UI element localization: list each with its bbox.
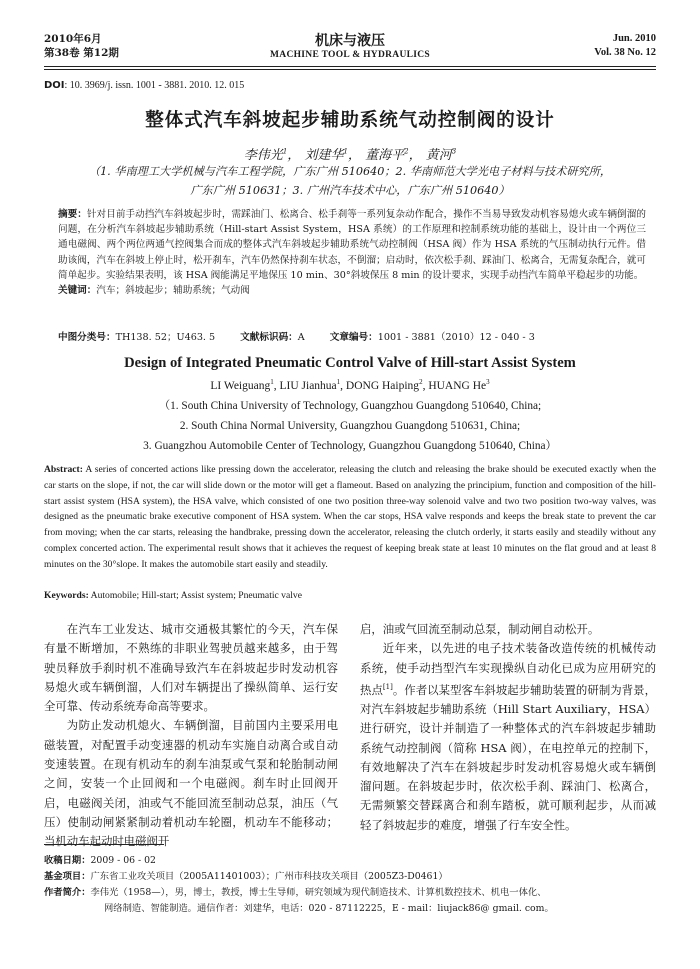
author-cn: 刘建华 bbox=[304, 148, 344, 163]
keywords-cn: 汽车；斜坡起步；辅助系统；气动阀 bbox=[96, 285, 250, 297]
author-en: LIU Jianhua bbox=[279, 379, 337, 392]
footnote-rule bbox=[44, 844, 164, 845]
keywords-en: Automobile; Hill-start; Assist system; Pneumatic valve bbox=[90, 590, 302, 601]
affiliation-line: 3. Guangzhou Automobile Center of Technology, Guangzhou Guangdong 510640, China） bbox=[143, 440, 557, 452]
doi-value: : 10. 3969/j. issn. 1001 - 3881. 2010. 12. 015 bbox=[64, 80, 245, 91]
authors-cn: 李伟光$^1$， 刘建华$^1$， 董海平$^2$， 黄河$^3$ bbox=[243, 147, 457, 163]
abstract-en bbox=[44, 462, 656, 573]
body-paragraph: 近年来，以先进的电子技术装备改造传统的机械传动系统，使手动挡型汽车实现操纵自动化已成为应用研究的热点[1]。作者以某型客车斜坡起步辅助装置的研制为背景，对汽车斜坡起步辅助系统（Hill Start Auxiliary，HSA）进行研究，设计并制造了一种整体式的汽车斜坡起步辅助系统气动控制阀（简称 HSA 阀），在电控单元的控制下，有效地解决了汽车在斜坡起步时发动机容易熄火或车辆倒溜问题。在斜坡起步时，依次松手刹、踩油门、松离合，无需频繁交替踩离合和刹车踏板，就可顺利起步，从而减轻了斜坡起步的难度，增强了行车安全性。 bbox=[360, 641, 656, 832]
affiliation-line: （1. 华南理工大学机械与汽车工程学院，广东广州 510640；2. 华南师范大学光电子材料与技术研究所， bbox=[88, 165, 612, 178]
clc-number: TH138. 52；U463. 5 bbox=[115, 332, 216, 343]
received-date: 收稿日期：2009 - 06 - 02 bbox=[44, 855, 156, 866]
header-rule bbox=[44, 66, 656, 67]
header-date-en: Jun. 2010 bbox=[612, 33, 656, 44]
keywords-en-line bbox=[44, 590, 302, 601]
body-paragraph: 在汽车工业发达、城市交通极其繁忙的今天，汽车保有量不断增加，不熟练的非职业驾驶员越来越多，由于驾驶员释放手刹时机不准确导致汽车在斜坡起步时发动机容易熄火或车辆倒溜，人们对车辆提出了操纵简单、运行安全可靠、传动系统寿命高等要求。 bbox=[44, 622, 338, 714]
author-en: HUANG He bbox=[428, 379, 487, 392]
abstract-cn-text: 针对目前手动挡汽车斜坡起步时，需踩油门、松离合、松手刹等一系列复杂动作配合，操作不当易导致发动机容易熄火或车辆倒溜的问题，在分析汽车斜坡起步辅助系统（Hill-start Assist System，HSA 系统）的工作原理和控制系统功能的基础上，设计由一个两位三通电磁阀、两个两位两通气控阀集合而成的整体式汽车斜坡起步辅助系统气动控制阀（HSA 阀）作为 HSA 系统的气压制动执行元件。借助该阀，汽车在斜坡上停止时，松开刹车，汽车仍然保持刹车状态，不倒溜；启动时，依次松手刹、踩油门、松离合，无需复杂配合，就可简单起步。实验结果表明，该 HSA 阀能满足平地保压 10 min、30°斜坡保压 8 min 的设计要求，实现手动挡汽车简单平稳起步的功能。 bbox=[58, 209, 646, 281]
citation: [1] bbox=[382, 682, 393, 691]
journal-title-cn: 机床与液压 bbox=[315, 33, 385, 49]
body-paragraph: 为防止发动机熄火、车辆倒溜，目前国内主要采用电磁装置，对配置手动变速器的机动车实施自动离合或自动变速装置。在现有机动车的刹车油泵或气泵和轮胎制动闸之间，安装一个止回阀和一个电磁阀。刹车时止回阀开启，电磁阀关闭，油或气不能回流至制动总泵，油压（气压）使制动闸紧紧制动着机动车轮圈，机动车不能移动；当机动车起动时电磁阀开 bbox=[44, 718, 338, 849]
classification-cn: 中图分类号：TH138. 52；U463. 5 文献标识码：A 文章编号：1001 - 3881（2010）12 - 040 - 3 bbox=[58, 332, 535, 343]
authors-en: LI Weiguang$^1$, LIU Jianhua$^1$, DONG Haiping$^2$, HUANG He$^3$ bbox=[210, 378, 490, 392]
keywords-cn-label: 关键词： bbox=[58, 285, 97, 297]
body-right-column bbox=[360, 620, 656, 835]
affiliation-line: 2. South China Normal University, Guangzhou Guangdong 510631, China; bbox=[179, 420, 521, 432]
affiliations-cn bbox=[0, 162, 700, 200]
author-en: DONG Haiping bbox=[345, 379, 420, 392]
fund-info: 基金项目：广东省工业攻关项目（2005A11401003）；广州市科技攻关项目（2005Z3-D0461） bbox=[44, 871, 448, 882]
page-title-cn: 整体式汽车斜坡起步辅助系统气动控制阀的设计 bbox=[145, 110, 555, 131]
author-bio: 作者简介：李伟光（1958—），男，博士，教授，博士生导师，研究领域为现代制造技术、计算机数控技术、机电一体化、 网络制造、智能制造。通信作者：刘建华，电话：020 - 87112225，E - mail：liujack86@ gmail. com。 bbox=[44, 887, 554, 914]
header-rule-thin bbox=[44, 69, 656, 70]
abstract-en-text: A series of concerted actions like pressing down the accelerator, releasing the clutch and releasing the brake should be executed exactly when the car starts on the slope, if not, the car will slide down or the motor will get a flameout. Based on analyzing the principium, function and composition of the hill-start assist system (HSA system), the HSA valve, which consisted of one two position three-way solenoid valve and two two position two-way valves, was designed as the pneumatic brake executive component of HSA system. When the car stops, HSA valve responds and keeps the break state to prevent the car from moving; when the car starts, releasing the handbrake, pressing down the accelerator, releasing the clutch orderly, it starts easily and steadily without any complex concerted action. The experimental result shows that it achieves the request of keeping break state at least 10 minutes on the flat groud and at least 8 minutes on the 30°slope. It makes the automobile start easily and steadily. bbox=[44, 464, 656, 570]
header-volume: 第38卷 第12期 bbox=[44, 47, 119, 59]
affiliations-en bbox=[0, 396, 700, 456]
page-title-en: Design of Integrated Pneumatic Control Valve of Hill-start Assist System bbox=[124, 355, 576, 371]
author-cn: 李伟光 bbox=[243, 148, 283, 163]
body-paragraph: 启，油或气回流至制动总泵，制动闸自动松开。 bbox=[360, 622, 600, 636]
document-code: A bbox=[297, 332, 305, 343]
abstract-cn-label: 摘要： bbox=[58, 209, 87, 220]
article-number: 1001 - 3881（2010）12 - 040 - 3 bbox=[377, 332, 535, 343]
journal-title-en: MACHINE TOOL & HYDRAULICS bbox=[270, 50, 430, 60]
affiliation-line: （1. South China University of Technology, Guangzhou Guangdong 510640, China; bbox=[158, 400, 542, 412]
author-cn: 董海平 bbox=[365, 148, 405, 163]
header-volume-en: Vol. 38 No. 12 bbox=[594, 47, 656, 58]
author-cn: 黄河 bbox=[425, 148, 452, 163]
abstract-cn bbox=[58, 207, 646, 298]
body-left-column bbox=[44, 620, 338, 852]
header-date: 2010年6月 bbox=[44, 33, 102, 45]
footnote bbox=[44, 853, 656, 917]
doi bbox=[44, 80, 244, 91]
abstract-en-label: Abstract: bbox=[44, 464, 83, 475]
keywords-en-label: Keywords: bbox=[44, 590, 89, 601]
affiliation-line: 广东广州 510631；3. 广州汽车技术中心，广东广州 510640） bbox=[190, 184, 510, 197]
header-date-volume-en bbox=[594, 32, 656, 60]
doi-label: DOI bbox=[44, 80, 65, 91]
author-en: LI Weiguang bbox=[210, 379, 271, 392]
